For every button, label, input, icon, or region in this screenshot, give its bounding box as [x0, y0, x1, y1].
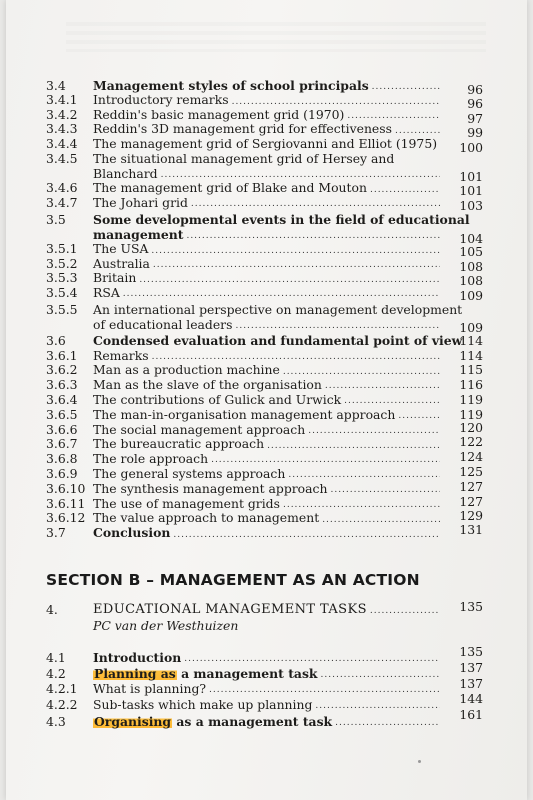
entry-title-continued: of educational leaders [93, 316, 233, 332]
entry-number: 3.6.1 [46, 347, 78, 363]
toc-section-a [6, 78, 527, 541]
toc-entry [6, 77, 527, 97]
leader-dots [209, 684, 440, 696]
toc-entry [6, 449, 527, 467]
entry-title: The social management approach [93, 421, 306, 437]
entry-title: The man-in-organisation management approach [93, 406, 396, 422]
toc-entry [6, 419, 527, 437]
toc-entry [6, 92, 527, 112]
toc-entry [6, 180, 527, 199]
entry-title-continued: management [93, 226, 184, 242]
entry-title: Some developmental events in the field of educational [93, 211, 470, 227]
leader-dots [235, 320, 440, 332]
bleed-through-text [66, 22, 486, 52]
entry-title: The general systems approach [93, 465, 286, 481]
leader-dots [173, 529, 440, 541]
entry-page: 124 [459, 449, 483, 465]
entry-number: 3.4.1 [46, 92, 78, 108]
entry-number: 3.7 [46, 525, 66, 541]
toc-entry-continued [6, 316, 527, 335]
chapter-entry [6, 600, 527, 617]
entry-page: 161 [459, 706, 483, 722]
toc-entry [6, 643, 527, 665]
toc-entry [6, 270, 527, 289]
toc-entry [6, 659, 527, 681]
leader-dots [267, 440, 440, 452]
toc-entry [6, 300, 527, 317]
toc-entry-continued [6, 165, 527, 184]
entry-title: Australia [93, 255, 150, 271]
leader-dots [370, 605, 440, 617]
leader-dots [372, 81, 440, 93]
leader-dots [335, 717, 440, 729]
entry-title: The synthesis management approach [93, 480, 328, 496]
highlighted-text: Organising [94, 713, 172, 729]
toc-entry [6, 378, 527, 393]
entry-title: Introductory remarks [93, 92, 229, 108]
leader-dots [151, 245, 440, 257]
leader-dots [315, 700, 440, 712]
entry-page: 116 [459, 377, 483, 393]
paper-speck [418, 760, 421, 763]
entry-page: 115 [459, 362, 483, 378]
entry-title: a management task [176, 665, 318, 681]
leader-dots [184, 653, 440, 665]
entry-page: 131 [459, 522, 483, 538]
entry-page: 96 [467, 96, 483, 112]
toc-entry [6, 675, 527, 696]
toc-entry [6, 121, 527, 141]
entry-number: 3.6.11 [46, 495, 86, 511]
entry-page: 108 [459, 258, 483, 274]
toc-entry [6, 241, 527, 260]
leader-dots [308, 425, 440, 437]
leader-dots [288, 469, 440, 481]
leader-dots [344, 395, 440, 407]
entry-page: 103 [459, 197, 483, 213]
toc-section-b [6, 600, 527, 729]
entry-title: An international perspective on management development [93, 301, 463, 317]
leader-dots [322, 514, 440, 526]
book-page [6, 0, 527, 800]
leader-dots [370, 184, 440, 196]
toc-entry-continued [6, 226, 527, 246]
leader-dots [283, 366, 440, 378]
entry-title: The situational management grid of Hersey and [93, 150, 395, 166]
leader-dots [161, 169, 440, 181]
entry-number: 3.4.3 [46, 121, 78, 137]
leader-dots [325, 380, 440, 392]
entry-number: 4.2.2 [46, 696, 78, 712]
toc-entry [6, 196, 527, 211]
entry-number: 3.4.4 [46, 135, 78, 151]
toc-entry [6, 407, 527, 422]
entry-number: 3.4.5 [46, 150, 78, 166]
entry-number: 3.5.4 [46, 284, 78, 300]
toc-entry [6, 706, 527, 729]
leader-dots [191, 198, 440, 210]
entry-title: Man as the slave of the organisation [93, 377, 322, 393]
leader-dots [139, 274, 440, 286]
entry-number: 3.6.10 [46, 480, 86, 496]
entry-title: The contributions of Gulick and Urwick [93, 391, 342, 407]
entry-page: 105 [459, 244, 483, 260]
entry-page: 114 [459, 332, 483, 348]
entry-number: 3.6.12 [46, 510, 86, 526]
leader-dots [153, 259, 440, 271]
entry-number: 4.1 [46, 649, 66, 665]
entry-title: Remarks [93, 347, 149, 363]
entry-number: 3.6 [46, 332, 66, 348]
toc-entry [6, 478, 527, 496]
entry-number: 3.6.8 [46, 451, 78, 467]
leader-dots [398, 410, 440, 422]
entry-title: The use of management grids [93, 495, 280, 511]
entry-title: Reddin's basic management grid (1970) [93, 106, 345, 122]
entry-page: 129 [459, 508, 483, 524]
entry-page: 97 [467, 110, 483, 126]
entry-page: 122 [459, 434, 483, 450]
entry-title: The bureaucratic approach [93, 436, 265, 452]
toc-entry [6, 135, 527, 155]
toc-entry [6, 257, 527, 272]
entry-page: 99 [467, 125, 483, 141]
entry-number: 4.2 [46, 665, 66, 681]
leader-dots [152, 351, 440, 363]
entry-page: 101 [459, 168, 483, 184]
entry-title: Sub-tasks which make up planning [93, 696, 313, 712]
entry-number: 4.3 [46, 713, 66, 729]
chapter-author: PC van der Westhuizen [93, 618, 239, 633]
toc-entry [6, 690, 527, 712]
entry-page: 127 [459, 478, 483, 494]
section-b-heading: SECTION B – MANAGEMENT AS AN ACTION [46, 571, 420, 589]
leader-dots [347, 110, 440, 122]
entry-page: 109 [459, 287, 483, 303]
leader-dots [395, 125, 440, 137]
highlighted-text: Planning as [94, 665, 176, 681]
leader-dots [321, 669, 440, 681]
entry-page: 119 [459, 406, 483, 422]
entry-title: Introduction [93, 649, 182, 665]
leader-dots [330, 484, 440, 496]
entry-title: Britain [93, 270, 137, 286]
entry-title: Condensed evaluation and fundamental point of view [93, 332, 463, 348]
entry-title: Man as a production machine [93, 362, 280, 378]
chapter-page: 135 [459, 598, 483, 614]
entry-title: The management grid of Blake and Mouton [93, 180, 367, 196]
entry-title: as a management task [172, 713, 333, 729]
entry-number: 3.6.9 [46, 465, 78, 481]
chapter-title: EDUCATIONAL MANAGEMENT TASKS [93, 601, 367, 617]
entry-title: The value approach to management [93, 510, 320, 526]
entry-number: 3.4.6 [46, 180, 78, 196]
chapter-number: 4. [46, 601, 58, 617]
entry-number: 3.6.6 [46, 421, 78, 437]
entry-title: The USA [93, 241, 149, 257]
entry-number: 3.4.7 [46, 194, 78, 210]
toc-entry [6, 508, 527, 526]
entry-number: 3.5.2 [46, 255, 78, 271]
toc-entry [6, 210, 527, 227]
entry-page: 127 [459, 493, 483, 509]
entry-title: RSA [93, 284, 120, 300]
toc-entry [6, 151, 527, 166]
leader-dots [186, 230, 440, 242]
entry-page: 109 [459, 319, 483, 335]
entry-page: 144 [459, 690, 483, 706]
entry-number: 3.5 [46, 211, 66, 227]
entry-number: 3.5.1 [46, 241, 78, 257]
toc-entry [6, 286, 527, 301]
entry-title: The management grid of Sergiovanni and Elliot (1975) [93, 135, 438, 151]
entry-page: 119 [459, 391, 483, 407]
toc-entry [6, 434, 527, 452]
entry-number: 3.5.3 [46, 270, 78, 286]
entry-title-continued: Blanchard [93, 165, 158, 181]
entry-page: 135 [459, 643, 483, 659]
chapter-author-row [6, 617, 527, 649]
entry-page: 114 [459, 347, 483, 363]
entry-page: 137 [459, 659, 483, 675]
toc-entry [6, 522, 527, 541]
entry-page: 96 [467, 81, 483, 97]
entry-number: 4.2.1 [46, 680, 78, 696]
leader-dots [283, 499, 440, 511]
entry-page: 101 [459, 183, 483, 199]
entry-page: 120 [459, 419, 483, 435]
entry-number: 3.6.2 [46, 362, 78, 378]
entry-title: The role approach [93, 451, 209, 467]
toc-entry [6, 348, 527, 363]
toc-entry [6, 493, 527, 511]
toc-entry [6, 392, 527, 407]
entry-title: Management styles of school principals [93, 77, 369, 93]
toc-entry [6, 106, 527, 126]
entry-number: 3.6.5 [46, 406, 78, 422]
entry-number: 3.6.7 [46, 436, 78, 452]
entry-title: The Johari grid [93, 194, 188, 210]
entry-title: What is planning? [93, 680, 207, 696]
entry-page: 100 [459, 139, 483, 155]
leader-dots [123, 288, 440, 300]
entry-number: 3.6.3 [46, 377, 78, 393]
entry-title: Reddin's 3D management grid for effectiveness [93, 121, 392, 137]
entry-page: 125 [459, 463, 483, 479]
toc-entry [6, 332, 527, 348]
leader-dots [232, 96, 440, 108]
entry-page: 104 [459, 230, 483, 246]
entry-number: 3.6.4 [46, 391, 78, 407]
entry-number: 3.4 [46, 77, 66, 93]
entry-page: 108 [459, 273, 483, 289]
entry-number: 3.4.2 [46, 106, 78, 122]
toc-entry [6, 463, 527, 481]
entry-title: Conclusion [93, 525, 171, 541]
entry-page: 137 [459, 675, 483, 691]
leader-dots [211, 454, 440, 466]
entry-number: 3.5.5 [46, 301, 78, 317]
toc-entry [6, 363, 527, 378]
